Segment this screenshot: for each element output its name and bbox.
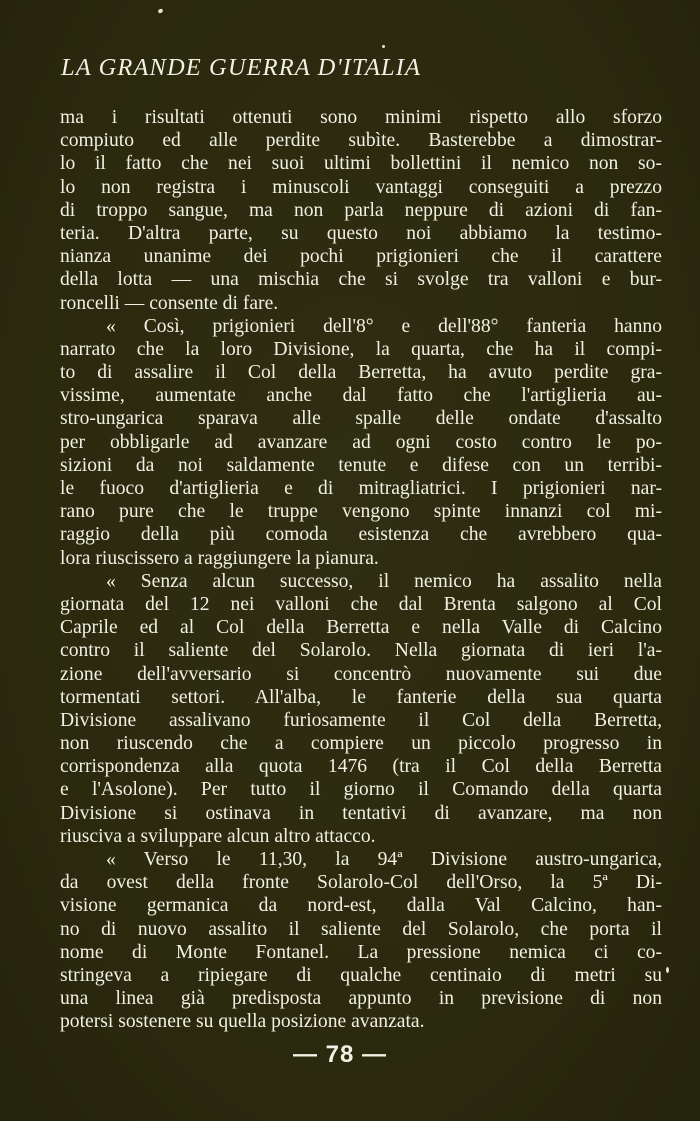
text-line: Divisione si ostinava in tentativi di avanzare, ma non [60, 802, 662, 824]
text-line: teria. D'altra parte, su questo noi abbiamo la testimo- [60, 222, 662, 244]
text-line: giornata del 12 nei valloni che dal Brenta salgono al Col [60, 593, 662, 615]
text-line: non riuscendo che a compiere un piccolo progresso in [60, 733, 662, 755]
text-line: roncelli — consente di fare. [60, 292, 279, 314]
text-line: nianza unanime dei pochi prigionieri che il carattere [60, 246, 662, 268]
ink-speck [382, 45, 385, 48]
text-line: Caprile ed al Col della Berretta e nella Valle di Calcino [60, 617, 662, 639]
text-line: vissime, aumentate anche dal fatto che l'artiglieria au- [60, 385, 662, 407]
text-line: raggio della più comoda esistenza che avrebbero qua- [60, 524, 662, 546]
text-line: riusciva a sviluppare alcun altro attacco. [60, 825, 376, 847]
text-line: contro il saliente del Solarolo. Nella giornata di ieri l'a- [60, 640, 662, 662]
text-line: lora riuscissero a raggiungere la pianura. [60, 547, 379, 569]
text-line: potersi sostenere su quella posizione avanzata. [60, 1011, 425, 1033]
text-line: Divisione assalivano furiosamente il Col della Berretta, [60, 709, 662, 731]
text-line: « Senza alcun successo, il nemico ha assalito nella [106, 570, 662, 592]
text-line: no di nuovo assalito il saliente del Solarolo, che porta il [60, 918, 662, 940]
ink-speck [666, 967, 669, 973]
text-line: lo il fatto che nei suoi ultimi bollettini il nemico non so- [60, 153, 662, 175]
text-line: di troppo sangue, ma non parla neppure di azioni di fan- [60, 199, 662, 221]
text-line: narrato che la loro Divisione, la quarta, che ha il compi- [60, 338, 662, 360]
body-text [60, 106, 662, 1034]
text-line: della lotta — una mischia che si svolge tra valloni e bur- [60, 269, 662, 291]
text-line: zione dell'avversario si concentrò nuovamente sui due [60, 663, 662, 685]
text-line: stro-ungarica sparava alle spalle delle ondate d'assalto [60, 408, 662, 430]
text-line: sizioni da noi saldamente tenute e difese con un terribi- [60, 454, 662, 476]
text-line: rano pure che le truppe vengono spinte innanzi col mi- [60, 501, 662, 523]
page-number: — 78 — [292, 1041, 388, 1068]
text-line: da ovest della fronte Solarolo-Col dell'Orso, la 5ª Di- [60, 872, 662, 894]
text-line: « Verso le 11,30, la 94ª Divisione austro-ungarica, [106, 849, 662, 870]
text-line: to di assalire il Col della Berretta, ha avuto perdite gra- [60, 362, 662, 384]
text-line: le fuoco d'artiglieria e di mitragliatrici. I prigionieri nar- [60, 478, 662, 499]
text-line: nome di Monte Fontanel. La pressione nemica ci co- [60, 941, 662, 963]
text-line: per obbligarle ad avanzare ad ogni costo contro le po- [60, 431, 662, 453]
text-line: e l'Asolone). Per tutto il giorno il Comando della quarta [60, 779, 662, 801]
text-line: tormentati settori. All'alba, le fanterie della sua quarta [60, 686, 662, 708]
text-line: lo non registra i minuscoli vantaggi conseguiti a prezzo [60, 176, 662, 198]
text-line: visione germanica da nord-est, dalla Val Calcino, han- [60, 895, 662, 917]
running-title: LA GRANDE GUERRA D'ITALIA [61, 54, 422, 81]
text-line: ma i risultati ottenuti sono minimi rispetto allo sforzo [60, 107, 662, 128]
text-line: una linea già predisposta appunto in previsione di non [60, 988, 662, 1010]
text-line: « Così, prigionieri dell'8° e dell'88° fanteria hanno [106, 315, 662, 337]
text-line: compiuto ed alle perdite subìte. Basterebbe a dimostrar- [60, 130, 662, 152]
text-line: corrispondenza alla quota 1476 (tra il Col della Berretta [60, 756, 662, 778]
ink-speck [157, 8, 163, 14]
text-line: stringeva a ripiegare di qualche centinaio di metri su [60, 964, 662, 986]
